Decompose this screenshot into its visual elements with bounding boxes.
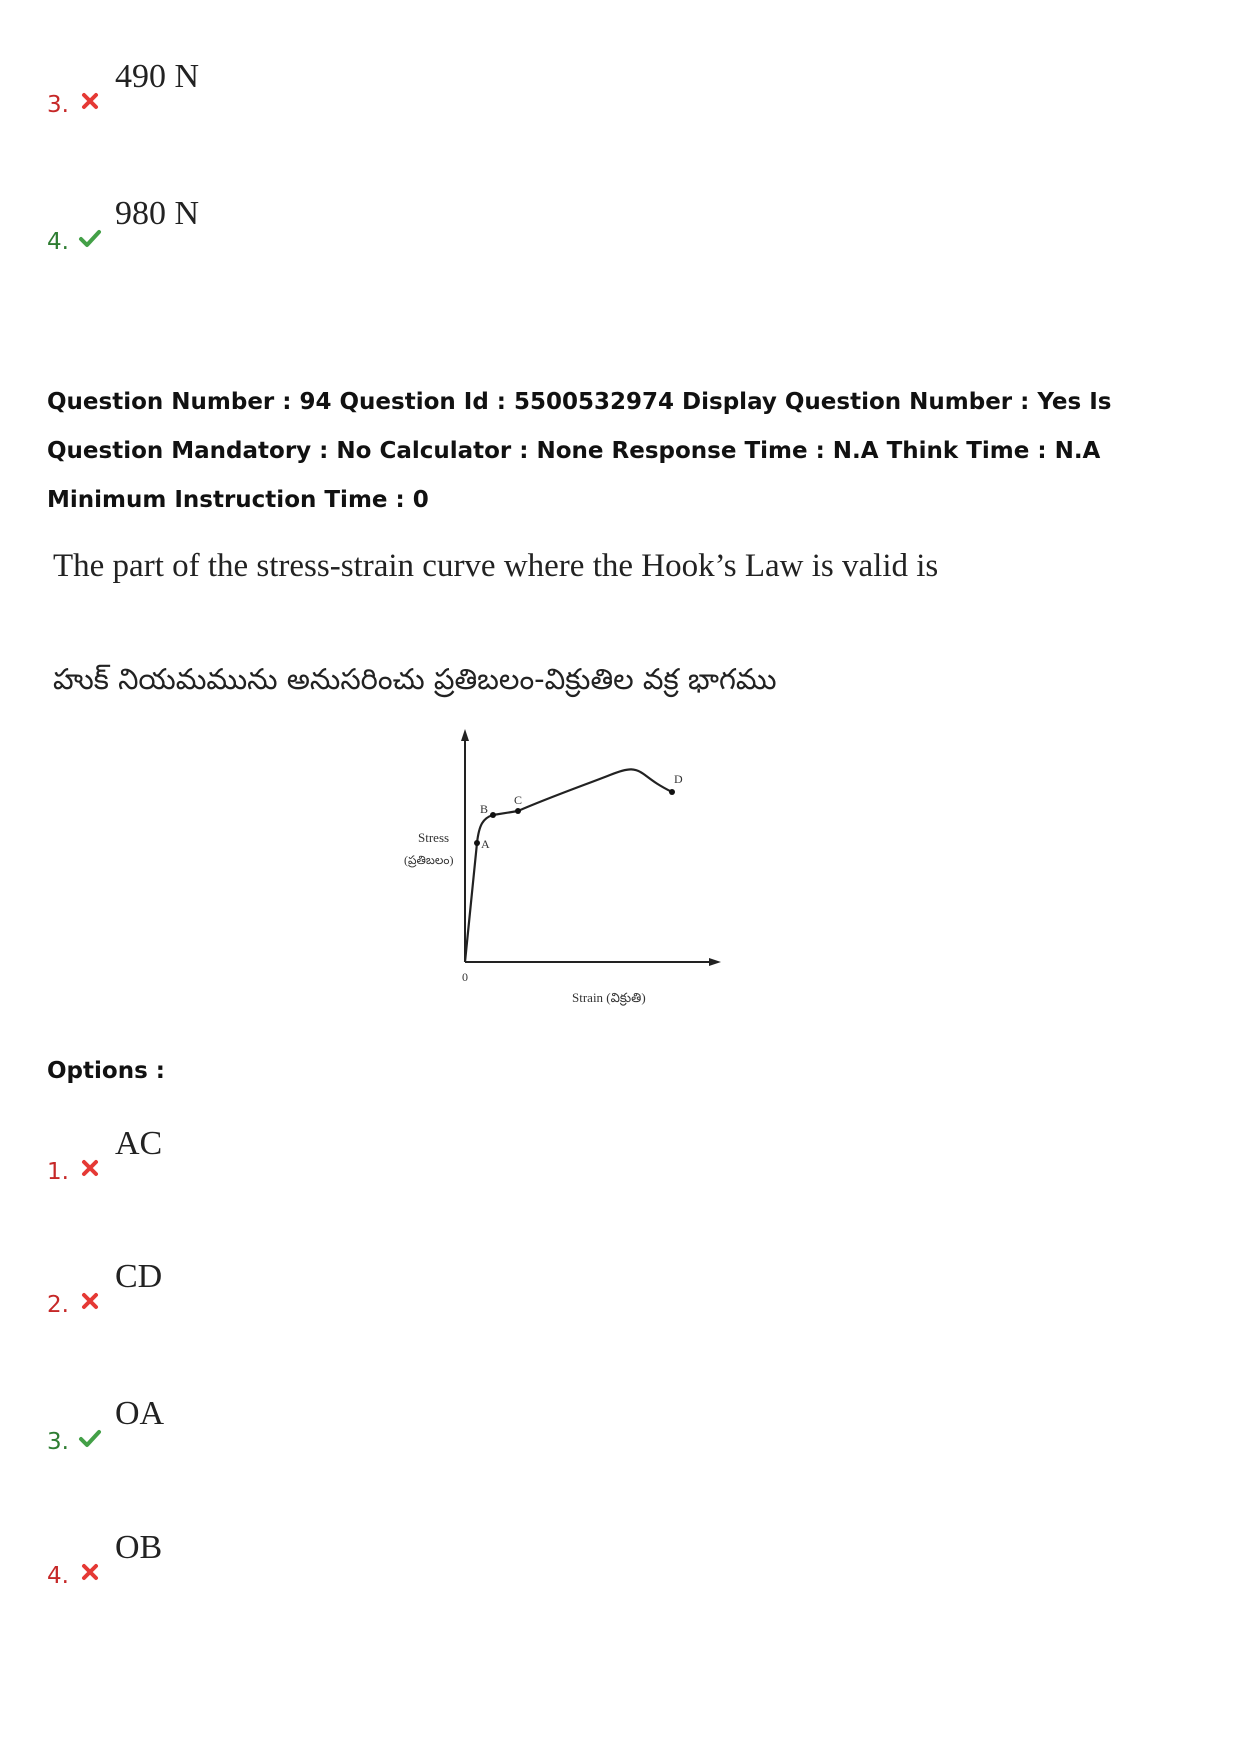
y-axis-label: Stress [418,830,450,845]
option-value: OA [115,1395,165,1432]
point-a [474,840,480,846]
y-axis-label-telugu: (ప్రతిబలం) [404,853,454,867]
option-value: 980 N [115,195,200,232]
origin-label: 0 [462,970,468,984]
option-number: 3. [47,1429,69,1455]
option-number: 4. [47,229,69,255]
point-b-label: B [480,802,489,816]
option-number: 1. [47,1159,69,1185]
question-text-english: The part of the stress-strain curve where the Hook’s Law is valid is [53,548,939,584]
option-value: 490 N [115,58,200,95]
cross-icon [77,88,103,114]
point-c-label: C [514,793,523,807]
question-meta: Question Number : 94 Question Id : 5500532974 Display Question Number : Yes Is Question Mandatory : No Calculator : None Response Time : N.A Think Time : N.A Minimum Instruction Time : 0 [47,389,1112,513]
option-number: 2. [47,1292,69,1318]
cross-icon [77,1559,103,1585]
point-b [490,812,496,818]
cross-icon [77,1155,103,1181]
point-a-label: A [481,837,490,851]
option-value: CD [115,1258,163,1295]
option-number: 3. [47,92,69,118]
option-value: AC [115,1125,163,1162]
checkmark-icon [77,1425,103,1451]
point-c [515,808,521,814]
x-axis-label: Strain (విక్రుతి) [572,990,646,1005]
stress-strain-graph [390,725,740,1025]
x-axis-arrow [709,958,721,966]
point-d-label: D [674,772,683,786]
option-number: 4. [47,1563,69,1589]
point-d [669,789,675,795]
checkmark-icon [77,225,103,251]
stress-strain-curve [465,769,672,962]
cross-icon [77,1288,103,1314]
options-label: Options : [47,1058,165,1084]
question-text-telugu: హుక్ నియమమును అనుసరించు ప్రతిబలం-విక్రుతిల వక్ర భాగము [53,662,777,696]
y-axis-arrow [461,729,469,741]
option-value: OB [115,1529,163,1566]
